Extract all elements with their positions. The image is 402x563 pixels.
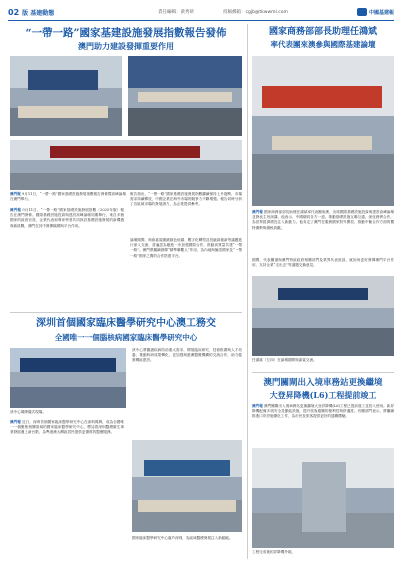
body-text: 國家商務部部長助理任鴻斌率代表團來澳，出席國際基礎設施投資與建設高峰論壇並發表主旨演講。他表示，中國願同各方一道，推動基礎設施互聯互通，深化務實合作，為世界經濟增長注入新動力。他肯定了澳門在服務國家對外開放、推動中葡合作方面的獨特優勢與積極貢獻。 [252,210,395,230]
email-line: 投稿郵箱：cgjb@tkwwml.com [223,10,288,15]
section-name: 版 基建動態 [22,9,55,17]
article-1-caption [10,192,126,202]
article-1-body-col3 [130,238,242,259]
article-3-photo-2 [132,440,242,532]
caption-text: 9月11日，“一帶一路”國家基礎設施發展指數報告發佈暨高峰論壇在澳門舉行。 [10,192,126,201]
page-number: 02 [8,7,20,17]
editor-line: 責任編輯：黃秀妍 [158,10,194,15]
masthead-logo [357,8,394,16]
lead-label: 澳門報 [252,210,263,214]
body-text: 論壇期間，與會嘉賓圍繞綠色低碳、數字化轉型及投融資創新等議題進行深入交流，普遍認為應進一步加強國際合作，推動高質量共建“一帶一路”。澳門將繼續發揮“精準聯繫人”作用，為內地與葡語國家及“一帶一路”國家之間的合作搭建平台。 [130,238,242,258]
article-2-subtitle: 率代表團來澳參與國際基建論壇 [270,40,376,49]
article-1-subtitle: 澳門助力建設發揮重要作用 [78,41,174,51]
article-2-photo-1 [252,56,394,206]
article-1-photo-1 [10,56,122,136]
body-text: 9月11日，“一帶一路”國家基礎設施發展指數（2025年版）報告在澳門發佈。國際基礎設施投資與建設高峰論壇同期舉行，來自多個國家的政府官員、企業代表和專家學者共同探討基礎設施發展的新機遇與新挑戰，澳門在其中發揮橋樑與平台作用。 [10,208,125,228]
logo-icon [357,8,367,16]
article-1-title: “一帶一路”國家基建設施發展指數報告發佈 [25,27,227,39]
page-header [8,4,394,20]
column-divider [247,24,248,559]
article-2-body-2 [252,258,394,268]
caption-text: 該中心揭牌儀式現場。 [10,410,46,414]
article-4-subtitle: 大登昇降機(L6)工程提前竣工 [269,390,377,400]
article-1-photo-2 [128,56,242,136]
caption-text: 工程完成後的昇降機外貌。 [252,550,296,554]
body-text: 近日，深圳首個國家臨床醫學研究中心在深圳揭牌，成為全國唯一一個聚焦相關領域的國家臨床醫學研究中心，標誌着深圳醫療衛生事業發展邁上新台階，為粵港澳大灣區居民提供更優質的醫療服務。 [10,420,125,435]
article-2-body [252,210,394,231]
lead-label: 澳門報 [10,420,21,424]
article-3-photo-1 [10,348,126,408]
caption-text: 國家臨床醫學研究中心落戶深圳，為區域醫療發展注入新動能。 [132,536,233,540]
article-3-title: 深圳首個國家臨床醫學研究中心澳工務交 [36,318,216,329]
lead-label: 澳門報 [10,208,22,212]
article-divider [252,372,394,373]
logo-text: 中國基建報 [368,9,394,16]
article-2-caption [252,358,394,363]
article-4-title: 澳門關閘出入境車務站更換繼境 [263,378,383,388]
article-3-caption-top [10,410,126,415]
caption-label: 澳門報 [10,192,21,196]
article-1-body-col2 [130,192,242,208]
body-text: 報告指出，“一帶一路”國家基礎設施發展指數繼續保持上升趨勢，市場需求持續釋放，中國企業在海外市場的競爭力不斷增強。報告同時分析了各區域市場的發展潛力，為企業提供參考。 [130,192,242,207]
article-3-body-col2 [132,348,242,364]
article-4-body [252,404,394,420]
body-text: 該中心將圍繞疾病防治重大需求，開展臨床研究、技術推廣與人才培養，推動科研成果轉化，並加強與港澳醫療機構的交流合作，助力健康灣區建設。 [132,348,242,363]
body-text: 期間，代表團還與澳門特區政府相關部門及業界代表座談，就如何更好發揮澳門平台作用、支持企業“走出去”等議題交換意見。 [252,258,394,268]
article-3-body-col1 [10,420,124,436]
header-rule [8,20,394,21]
article-3-caption-bottom [132,536,242,541]
article-2-title: 國家商務部部長助理任鴻斌 [268,27,377,37]
article-1-body-col1 [10,208,124,229]
article-4-photo [252,448,394,548]
article-1-photo-3 [10,140,242,190]
lead-label: 澳門報 [252,404,263,408]
article-divider [10,312,242,313]
body-text: 澳門關閘出入境車務站更換繼境大登昇降機(L6)工程已提前竣工並投入使用。新昇降機配備多項安全及節能設施，提升旅客通關的便利性與舒適度。有關部門表示，將繼續推進口岸設施優化工作，為市民及旅客提供更好的通關體驗。 [252,404,394,419]
article-4-caption [252,550,394,555]
article-2-photo-2 [252,276,394,356]
article-3-subtitle: 全國唯一一個腦核病國家臨床醫學研究中心 [54,333,198,342]
caption-text: 任鴻斌（左四）在論壇期間與嘉賓交流。 [252,358,317,362]
